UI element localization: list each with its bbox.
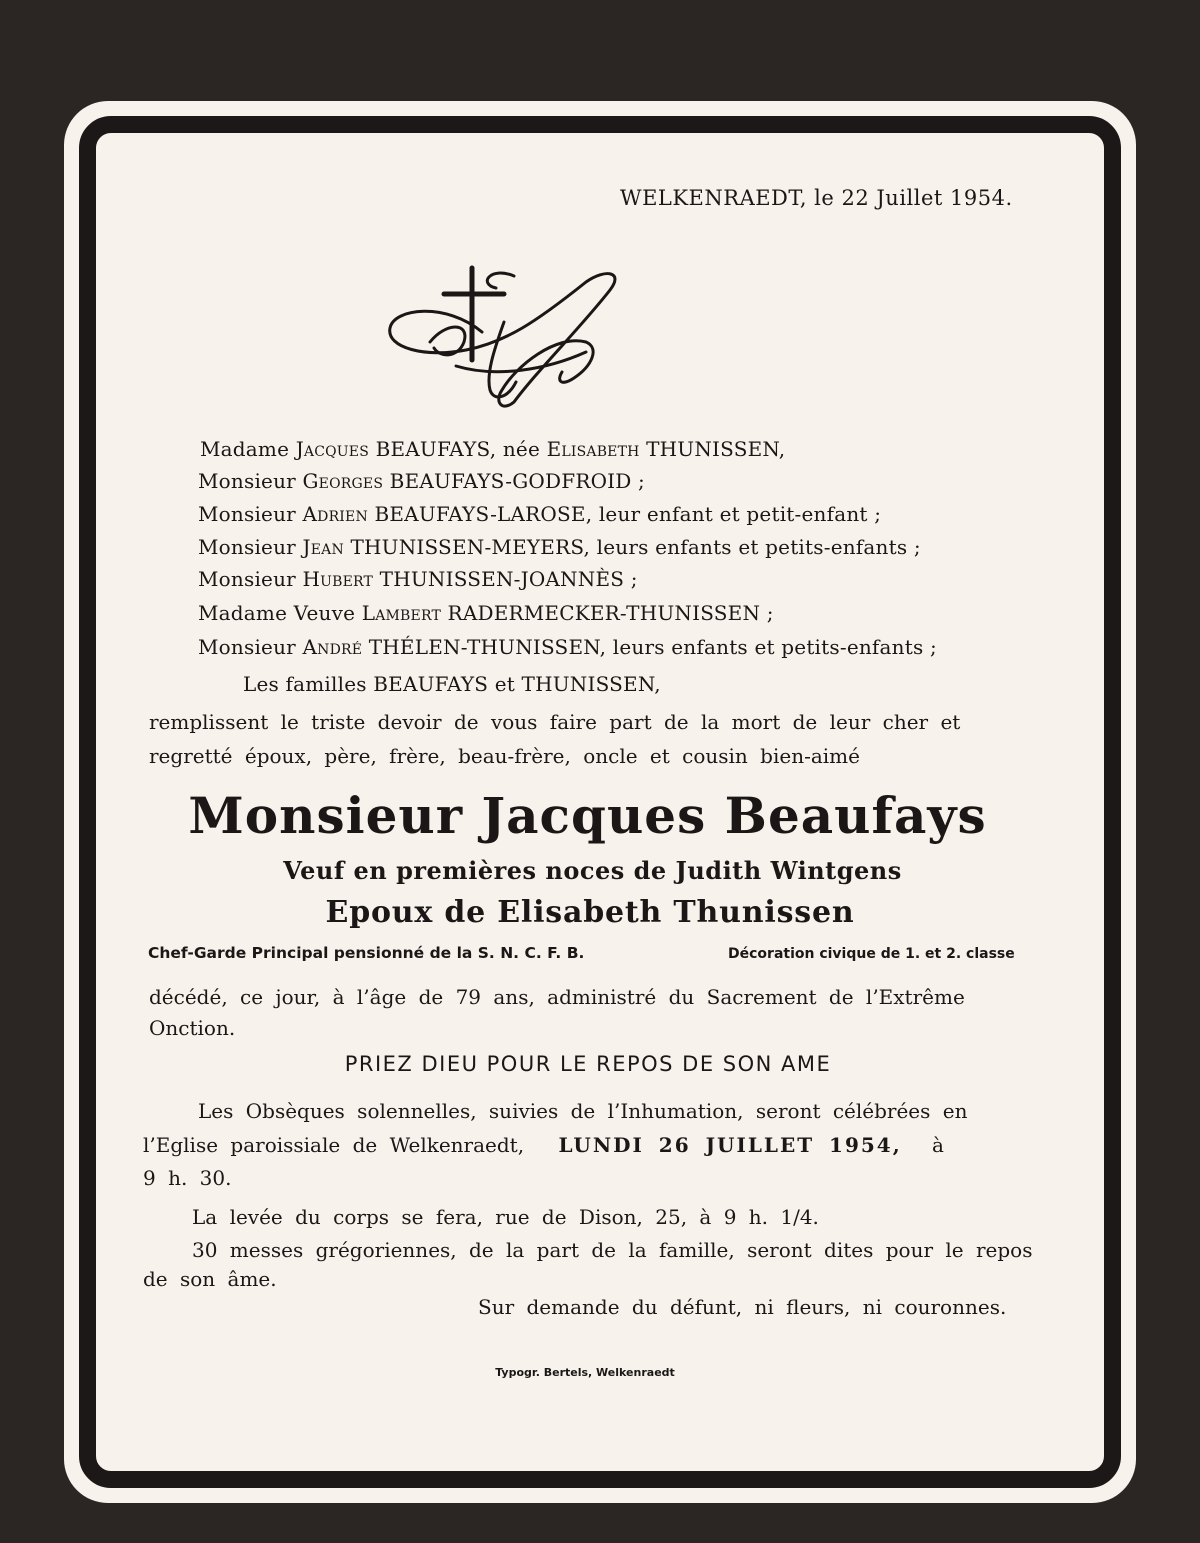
family-line-4 [198, 535, 921, 559]
announcement-line-1: remplissent le triste devoir de vous faire part de la mort de leur cher et [149, 710, 961, 734]
family-line-6-prefix: Madame Veuve [198, 601, 362, 625]
masses-line-2: de son âme. [143, 1267, 277, 1291]
family-line-5-surname: THUNISSEN-JOANNÈS ; [373, 567, 638, 591]
funeral-line-3: 9 h. 30. [143, 1166, 232, 1190]
masses-line-1: 30 messes grégoriennes, de la part de la famille, seront dites pour le repos [192, 1238, 1033, 1262]
family-line-6-surname: RADERMECKER-THUNISSEN ; [441, 601, 774, 625]
printer-credit: Typogr. Bertels, Welkenraedt [495, 1366, 675, 1379]
family-line-1-firstname: Jacques [295, 437, 370, 461]
family-line-3 [198, 502, 881, 526]
family-line-2 [198, 469, 645, 493]
family-line-5-firstname: Hubert [302, 567, 374, 591]
funeral-line-1: Les Obsèques solennelles, suivies de l’Inhumation, seront célébrées en [198, 1099, 968, 1123]
family-line-2-prefix: Monsieur [198, 469, 303, 493]
family-line-7-prefix: Monsieur [198, 635, 303, 659]
announcement-line-2: regretté époux, père, frère, beau-frère, oncle et cousin bien-aimé [149, 744, 860, 768]
death-line-1: décédé, ce jour, à l’âge de 79 ans, administré du Sacrement de l’Extrême [149, 985, 965, 1009]
prayer-heading: PRIEZ DIEU POUR LE REPOS DE SON AME [344, 1052, 832, 1076]
funeral-at: à [932, 1133, 944, 1157]
family-line-1-prefix: Madame [200, 437, 296, 461]
family-line-1-maiden-firstname: Elisabeth [546, 437, 640, 461]
family-line-7-surname: THÉLEN-THUNISSEN, leurs enfants et petits-enfants ; [362, 635, 937, 659]
family-line-3-prefix: Monsieur [198, 502, 303, 526]
cross-monogram-icon [386, 262, 626, 412]
deceased-name: Monsieur Jacques Beaufays [188, 786, 987, 845]
family-line-7 [198, 635, 937, 659]
funeral-line-2 [143, 1133, 944, 1157]
families-line: Les familles BEAUFAYS et THUNISSEN, [243, 672, 661, 696]
family-line-1 [200, 437, 785, 461]
family-line-5 [198, 567, 638, 591]
family-line-4-surname: THUNISSEN-MEYERS, leurs enfants et petits-enfants ; [343, 535, 921, 559]
spouse-line: Epoux de Elisabeth Thunissen [325, 895, 855, 930]
request-line: Sur demande du défunt, ni fleurs, ni couronnes. [478, 1295, 1007, 1319]
family-line-1-surname: BEAUFAYS, née [369, 437, 547, 461]
family-line-5-prefix: Monsieur [198, 567, 303, 591]
family-line-3-firstname: Adrien [302, 502, 368, 526]
death-line-2: Onction. [149, 1016, 236, 1040]
family-line-2-surname: BEAUFAYS-GODFROID ; [383, 469, 645, 493]
family-line-4-firstname: Jean [302, 535, 344, 559]
family-line-7-firstname: André [302, 635, 363, 659]
family-line-4-prefix: Monsieur [198, 535, 303, 559]
widower-line: Veuf en premières noces de Judith Wintgens [283, 856, 902, 885]
decoration-line: Décoration civique de 1. et 2. classe [728, 946, 1015, 962]
place-and-date: WELKENRAEDT, le 22 Juillet 1954. [620, 186, 1013, 210]
funeral-church: l’Eglise paroissiale de Welkenraedt, [143, 1133, 525, 1157]
funeral-date: LUNDI 26 JUILLET 1954, [558, 1133, 902, 1157]
family-line-2-firstname: Georges [302, 469, 384, 493]
levee-line: La levée du corps se fera, rue de Dison, 25, à 9 h. 1/4. [192, 1205, 819, 1229]
family-line-6 [198, 601, 774, 625]
family-line-1-maiden-surname: THUNISSEN, [639, 437, 786, 461]
occupation-title: Chef-Garde Principal pensionné de la S. N. C. F. B. [148, 944, 585, 962]
family-line-3-surname: BEAUFAYS-LAROSE, leur enfant et petit-enfant ; [367, 502, 882, 526]
family-line-6-firstname: Lambert [361, 601, 441, 625]
